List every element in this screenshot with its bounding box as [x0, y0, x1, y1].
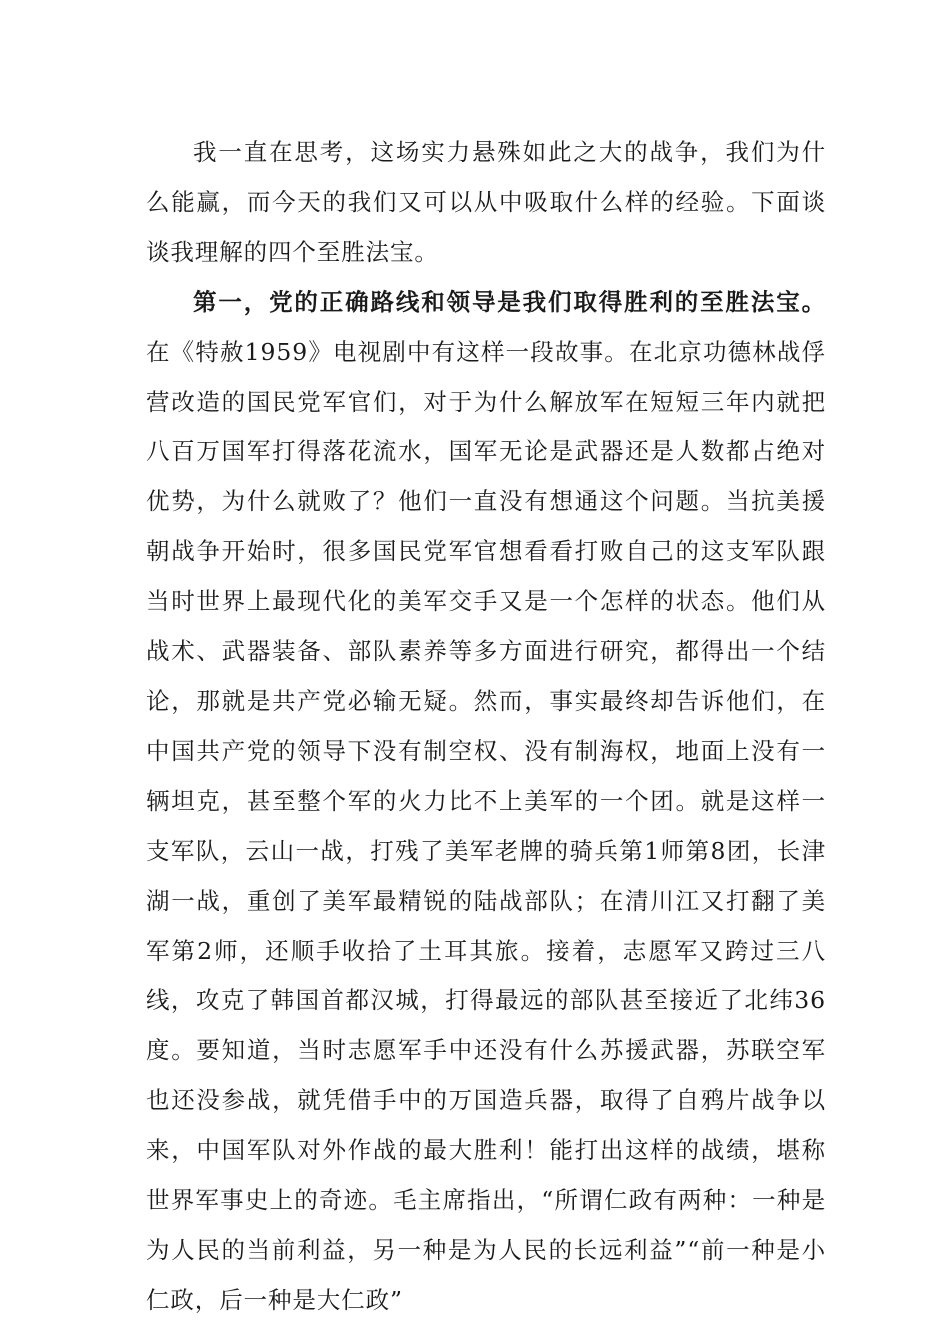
paragraph-intro [146, 128, 826, 278]
paragraph-point-one-heading: 第一，党的正确路线和领导是我们取得胜利的至胜法宝。 [193, 287, 826, 316]
paragraph-point-one-text: 在《特赦1959》电视剧中有这样一段故事。在北京功德林战俘营改造的国民党军官们，对于为什么解放军在短短三年内就把八百万国军打得落花流水，国军无论是武器还是人数都占绝对优势，为什么就败了？他们一直没有想通这个问题。当抗美援朝战争开始时，很多国民党军官想看看打败自己的这支军队跟当时世界上最现代化的美军交手又是一个怎样的状态。他们从战术、武器装备、部队素养等多方面进行研究，都得出一个结论，那就是共产党必输无疑。然而，事实最终却告诉他们，在中国共产党的领导下没有制空权、没有制海权，地面上没有一辆坦克，甚至整个军的火力比不上美军的一个团。就是这样一支军队，云山一战，打残了美军老牌的骑兵第1师第8团，长津湖一战，重创了美军最精锐的陆战部队；在清川江又打翻了美军第2师，还顺手收拾了土耳其旅。接着，志愿军又跨过三八线，攻克了韩国首都汉城，打得最远的部队甚至接近了北纬36度。要知道，当时志愿军手中还没有什么苏援武器，苏联空军也还没参战，就凭借手中的万国造兵器，取得了自鸦片战争以来，中国军队对外作战的最大胜利！能打出这样的战绩，堪称世界军事史上的奇迹。毛主席指出，“所谓仁政有两种：一种是为人民的当前利益，另一种是为人民的长远利益”“前一种是小仁政，后一种是大仁政” [146, 337, 826, 1314]
document-body [146, 128, 826, 1326]
paragraph-point-one [146, 278, 826, 1326]
paragraph-intro-text: 我一直在思考，这场实力悬殊如此之大的战争，我们为什么能赢，而今天的我们又可以从中吸取什么样的经验。下面谈谈我理解的四个至胜法宝。 [146, 138, 826, 266]
